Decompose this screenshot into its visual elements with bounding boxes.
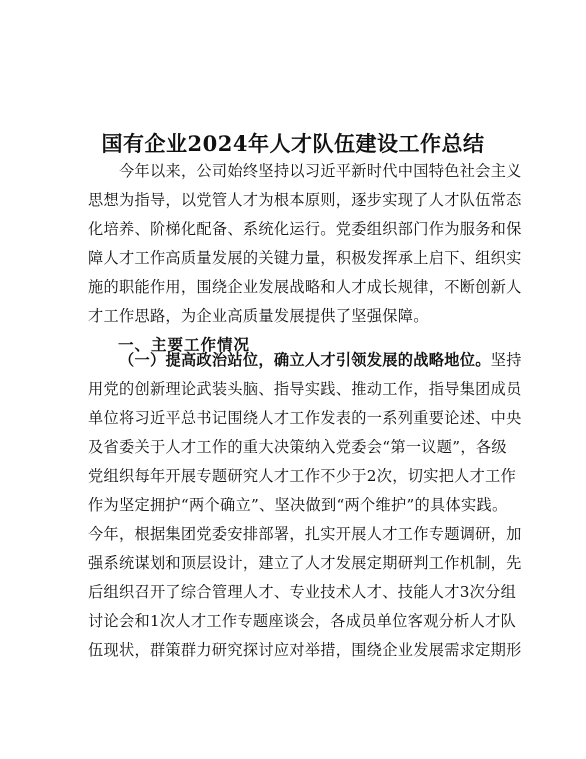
subsection-paragraph — [88, 346, 522, 665]
intro-paragraph — [88, 157, 522, 331]
paragraph-line: 伍现状，群策群力研究探讨应对举措，围绕企业发展需求定期形 — [88, 641, 522, 659]
paragraph-first-line — [88, 346, 522, 375]
paragraph-line: 及省委关于人才工作的重大决策纳入党委会“第一议题”，各级 — [88, 438, 507, 456]
paragraph-line: 思想为指导，以党管人才为根本原则，逐步实现了人才队伍常态 — [88, 191, 522, 209]
document-title: 国有企业2024年人才队伍建设工作总结 — [101, 131, 485, 156]
paragraph-line: 今年以来，公司始终坚持以习近平新时代中国特色社会主义 — [119, 162, 522, 180]
subsection-first-line-rest: 坚持 — [490, 351, 522, 369]
paragraph-line: 用党的创新理论武装头脑、指导实践、推动工作，指导集团成员 — [88, 380, 522, 398]
paragraph-line: 作为坚定拥护“两个确立”、坚决做到“两个维护”的具体实践。 — [88, 496, 508, 514]
paragraph-line: 今年，根据集团党委安排部署，扎实开展人才工作专题调研，加 — [88, 525, 522, 543]
subsection-heading: （一）提高政治站位，确立人才引领发展的战略地位。 — [119, 351, 491, 369]
paragraph-line: 障人才工作高质量发展的关键力量，积极发挥承上启下、组织实 — [88, 249, 522, 267]
paragraph-line: 化培养、阶梯化配备、系统化运行。党委组织部门作为服务和保 — [88, 220, 522, 238]
section-heading: 一、主要工作情况 — [118, 336, 251, 354]
paragraph-line: 强系统谋划和顶层设计，建立了人才发展定期研判工作机制，先 — [88, 554, 522, 572]
paragraph-line: 施的职能作用，围绕企业发展战略和人才成长规律，不断创新人 — [88, 278, 522, 296]
paragraph-line: 讨论会和1次人才工作专题座谈会，各成员单位客观分析人才队 — [88, 612, 517, 630]
paragraph-line: 后组织召开了综合管理人才、专业技术人才、技能人才3次分组 — [88, 583, 517, 601]
paragraph-line: 单位将习近平总书记围绕人才工作发表的一系列重要论述、中央 — [88, 409, 522, 427]
paragraph-line: 才工作思路，为企业高质量发展提供了坚强保障。 — [88, 307, 429, 325]
paragraph-line: 党组织每年开展专题研究人才工作不少于2次，切实把人才工作 — [88, 467, 517, 485]
